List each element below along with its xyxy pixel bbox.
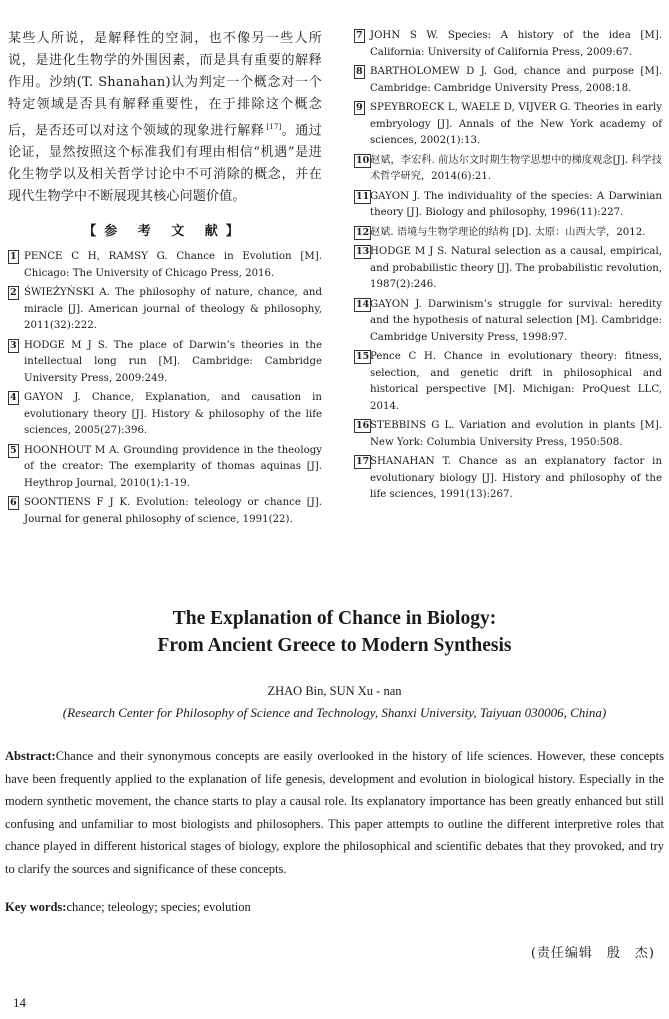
reference-text: JOHN S W. Species: A history of the idea [M]. California: University of California Press, 2009:67. — [370, 30, 662, 58]
reference-item — [354, 189, 662, 222]
reference-number: 13 — [356, 246, 370, 257]
left-column — [8, 28, 322, 531]
reference-number: 6 — [10, 497, 17, 509]
reference-text: HODGE M J S. Natural selection as a causal, empirical, and probabilistic theory [J]. The probabilistic revolution, 1987(2):246. — [370, 246, 662, 290]
right-column — [354, 28, 662, 507]
english-title-line-1: The Explanation of Chance in Biology: — [172, 608, 497, 629]
reference-item — [354, 28, 662, 61]
reference-number: 1 — [10, 251, 17, 263]
reference-item — [354, 225, 662, 242]
reference-item — [8, 285, 322, 335]
reference-item — [354, 100, 662, 150]
authors: ZHAO Bin, SUN Xu - nan — [267, 684, 402, 698]
reference-list-left — [8, 249, 322, 528]
reference-number: 12 — [356, 226, 370, 238]
english-title-line-2: From Ancient Greece to Modern Synthesis — [157, 635, 512, 656]
reference-item — [8, 338, 322, 388]
reference-text: BARTHOLOMEW D J. God, chance and purpose [M]. Cambridge: Cambridge University Press, 2008:18. — [370, 66, 662, 94]
reference-list-right — [354, 28, 662, 504]
abstract-text: Chance and their synonymous concepts are easily overlooked in the history of life sciences. However, these concepts have been frequently applied to the explanation of life genesis, development and evolution in biological history. Especially in the modern synthetic movement, the chance starts to play a causal role. Its explanatory importance has been greatly enhanced but still confusing and unfamiliar to most biologists and philosophers. This paper attempts to outline the different interpretive roles that chance played in different historical stages of biology, explore the philosophical and scientific debates that they provoked, and try to clarify the sources and significance of these concepts. — [5, 749, 664, 876]
keywords — [5, 900, 664, 915]
reference-item — [354, 153, 662, 186]
abstract-label: Abstract: — [5, 749, 56, 763]
reference-text: SHANAHAN T. Chance as an explanatory factor in evolutionary biology [J]. History and philosophy of the life sciences, 1991(13):267. — [370, 456, 662, 500]
reference-text: 赵斌，李宏科. 前达尔文时期生物学思想中的梯度观念[J]. 科学技术哲学研究，2014(6):21. — [370, 154, 662, 182]
references-heading: 【参 考 文 献】 — [83, 224, 247, 240]
reference-number: 11 — [356, 190, 370, 202]
reference-number: 3 — [10, 339, 17, 351]
reference-number: 4 — [10, 392, 17, 404]
responsible-editor: (责任编辑 殷 杰) — [530, 946, 655, 961]
reference-number: 7 — [356, 30, 363, 41]
reference-text: GAYON J. Chance, Explanation, and causation in evolutionary theory [J]. History & philosophy of the life sciences, 2005(27):396. — [24, 392, 322, 437]
chinese-text-part-1: 某些人所说，是解释性的空洞，也不像另一些人所说，是进化生物学的外围因素，而是具有重要的解释作用。沙纳(T. Shanahan)认为判定一个概念对一个特定领域是否具有解释重要性，在于排除这个概念后，是否还可以对这个领域的现象进行解释 — [8, 31, 322, 139]
reference-item — [8, 495, 322, 528]
reference-text: GAYON J. The individuality of the species: A Darwinian theory [J]. Biology and philosophy, 1996(11):227. — [370, 190, 662, 218]
english-title — [0, 605, 669, 659]
affiliation: (Research Center for Philosophy of Science and Technology, Shanxi University, Taiyuan 030006, China) — [62, 705, 607, 720]
reference-text: PENCE C H, RAMSY G. Chance in Evolution [M]. Chicago: The University of Chicago Press, 2016. — [24, 251, 322, 279]
reference-text: HODGE M J S. The place of Darwin’s theories in the intellectual long run [M]. Cambridge: Cambridge University Press, 2009:249. — [24, 339, 322, 384]
reference-item — [354, 297, 662, 347]
reference-text: 赵斌. 语境与生物学理论的结构 [D]. 太原：山西大学，2012. — [370, 226, 646, 238]
reference-item — [8, 443, 322, 493]
reference-text: HOONHOUT M A. Grounding providence in the theology of the creator: The exemplarity of thomas aquinas [J]. Heythrop Journal, 2010(1):1-19. — [24, 444, 322, 489]
reference-item — [354, 454, 662, 504]
reference-item — [354, 64, 662, 97]
abstract — [5, 745, 664, 880]
reference-number: 10 — [356, 154, 370, 166]
chinese-text-part-2: 。通过论证，显然按照这个标准我们有理由相信“机遇”是进化生物学以及相关哲学讨论中不可消除的概念，并在现代生物学中不断展现其核心问题价值。 — [8, 123, 322, 205]
reference-number: 8 — [356, 66, 363, 77]
reference-number: 9 — [356, 102, 363, 113]
reference-item — [8, 249, 322, 282]
reference-text: SOONTIENS F J K. Evolution: teleology or chance [J]. Journal for general philosophy of science, 1991(22). — [24, 497, 322, 525]
reference-text: ŚWIEŻYŃSKI A. The philosophy of nature, chance, and miracle [J]. American journal of theology & philosophy, 2011(32):222. — [24, 287, 322, 332]
reference-item — [8, 390, 322, 440]
reference-number: 15 — [356, 351, 370, 362]
reference-text: SPEYBROECK L, WAELE D, VIJVER G. Theories in early embryology [J]. Annals of the New York academy of sciences, 2002(1):13. — [370, 102, 662, 146]
reference-text: STEBBINS G L. Variation and evolution in plants [M]. New York: Columbia University Press, 1950:508. — [370, 420, 662, 448]
chinese-conclusion-paragraph — [8, 28, 322, 208]
reference-text: GAYON J. Darwinism’s struggle for survival: heredity and the hypothesis of natural selection [M]. Cambridge: Cambridge University Press, 1998:97. — [370, 298, 662, 343]
page-number: 14 — [13, 995, 26, 1010]
keywords-label: Key words: — [5, 900, 67, 914]
keywords-text: chance; teleology; species; evolution — [66, 900, 251, 914]
citation-superscript: [17] — [266, 123, 282, 131]
reference-item — [354, 349, 662, 415]
reference-number: 14 — [356, 298, 370, 310]
reference-number: 2 — [10, 287, 17, 299]
reference-number: 17 — [356, 456, 370, 467]
reference-text: Pence C H. Chance in evolutionary theory: fitness, selection, and genetic drift in philosophical and historical perspective [M]. Michigan: ProQuest LLC, 2014. — [370, 351, 662, 412]
reference-number: 5 — [10, 444, 17, 456]
reference-item — [354, 418, 662, 451]
reference-item — [354, 244, 662, 294]
reference-number: 16 — [356, 420, 370, 431]
